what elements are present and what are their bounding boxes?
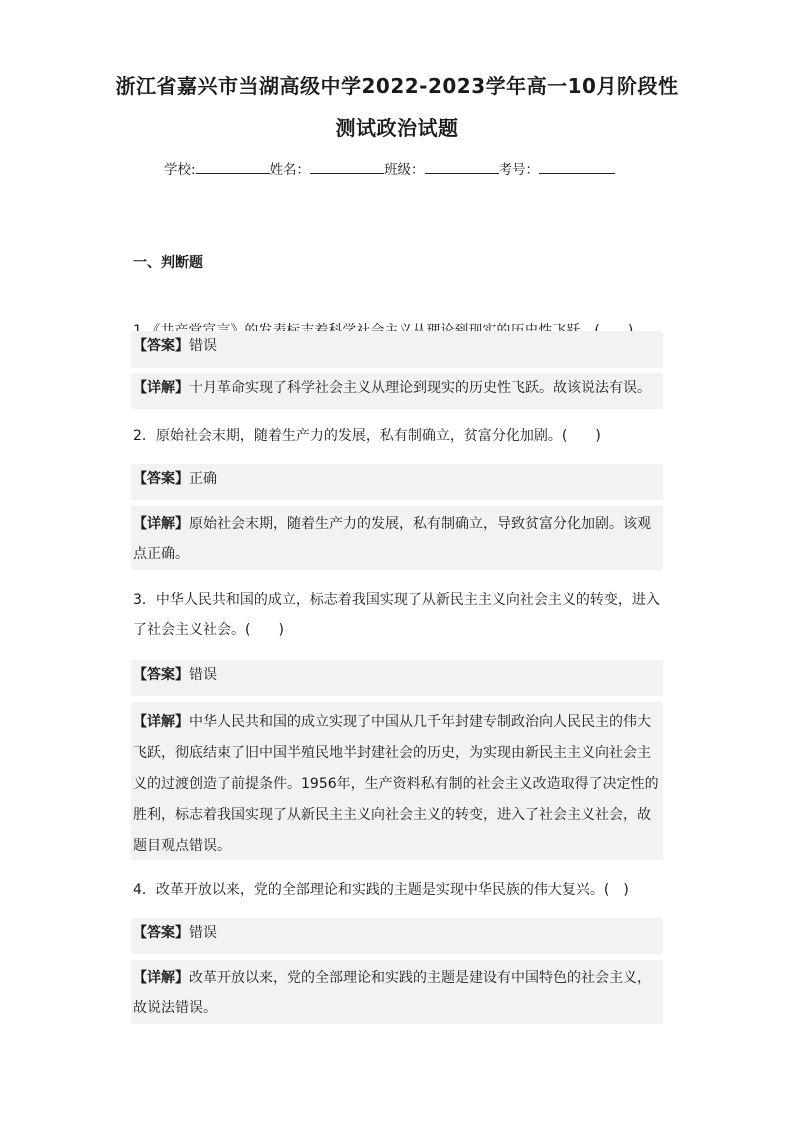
exam-title-line1: 浙江省嘉兴市当湖高级中学2022-2023学年高一10月阶段性 [115,74,679,98]
question-3: 3．中华人民共和国的成立，标志着我国实现了从新民主主义向社会主义的转变，进入了社会主义社会。( ) [133,592,660,638]
answer-tag: 【答案】 [133,667,189,683]
exam-no-label: 考号： [498,162,540,178]
school-label: 学校: [164,162,196,178]
answer-value-1: 错误 [189,338,217,354]
answer-box-4 [131,918,663,954]
detail-text-1: 十月革命实现了科学社会主义从理论到现实的历史性飞跃。故该说法有误。 [189,380,651,396]
section-title: 一、判断题 [133,255,203,271]
answer-value-2: 正确 [189,471,217,487]
detail-tag: 【详解】 [133,714,189,730]
detail-text-2: 原始社会末期，随着生产力的发展，私有制确立，导致贫富分化加剧。该观点正确。 [133,516,651,562]
answer-value-3: 错误 [189,667,217,683]
student-info-row [164,158,615,178]
detail-text-4: 改革开放以来，党的全部理论和实践的主题是建设有中国特色的社会主义，故说法错误。 [133,970,651,1016]
school-blank[interactable] [196,159,270,174]
answer-tag: 【答案】 [133,471,189,487]
exam-no-blank[interactable] [539,159,615,174]
question-2: 2．原始社会末期，随着生产力的发展，私有制确立，贫富分化加剧。( ) [133,428,601,444]
detail-box-2 [131,506,663,570]
answer-box-3 [131,660,663,696]
answer-tag: 【答案】 [133,925,189,941]
name-label: 姓名： [269,162,311,178]
class-label: 班级： [384,162,425,178]
detail-tag: 【详解】 [133,970,189,986]
answer-tag: 【答案】 [133,338,189,354]
name-blank[interactable] [310,159,384,174]
detail-tag: 【详解】 [133,380,189,396]
detail-box-3 [131,702,663,860]
answer-box-2 [131,464,663,500]
question-4: 4．改革开放以来，党的全部理论和实践的主题是实现中华民族的伟大复兴。( ) [133,882,629,898]
detail-text-3: 中华人民共和国的成立实现了中国从几千年封建专制政治向人民民主的伟大飞跃，彻底结束了旧中国半殖民地半封建社会的历史，为实现由新民主主义向社会主义的过渡创造了前提条件。1956年，生产资料私有制的社会主义改造取得了决定性的胜利，标志着我国实现了从新民主主义向社会主义的转变，进入了社会主义社会，故题目观点错误。 [133,714,659,854]
detail-tag: 【详解】 [133,516,189,532]
class-blank[interactable] [425,159,499,174]
answer-value-4: 错误 [189,925,217,941]
detail-box-1 [131,373,663,409]
answer-box-1 [131,331,663,368]
exam-title-line2: 测试政治试题 [335,116,459,140]
detail-box-4 [131,960,663,1024]
